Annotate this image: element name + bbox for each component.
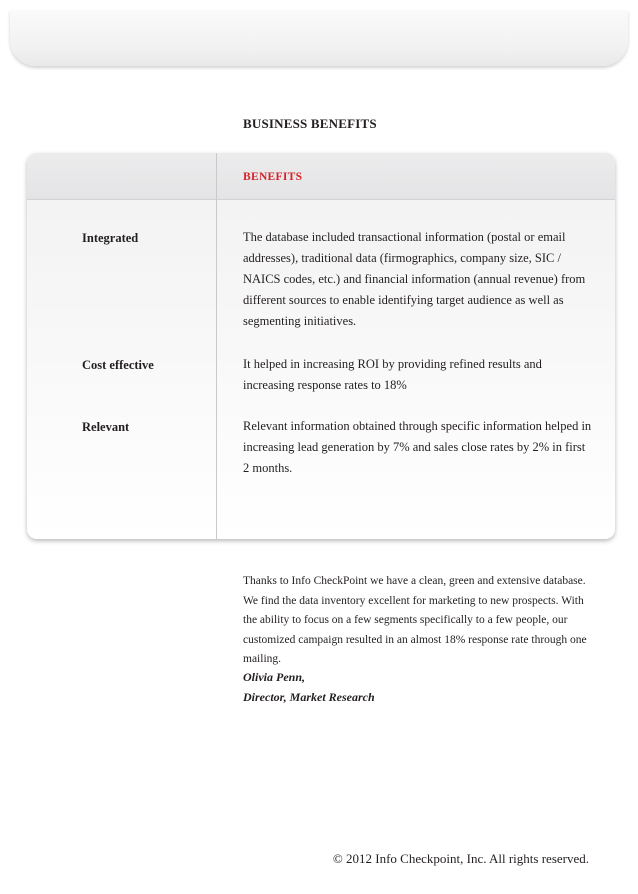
column-divider: [216, 153, 217, 539]
testimonial-author-name: Olivia Penn,: [243, 670, 305, 684]
row-name-relevant: Relevant: [82, 420, 130, 434]
testimonial-quote: Thanks to Info CheckPoint we have a clean, green and extensive database. We find the data inventory excellent for marketing to new prospects. With the ability to focus on a few segments specifically to a few people, our customized campaign resulted in an almost 18% response rate through one mailing.: [243, 575, 587, 665]
testimonial-author-title: Director, Market Research: [243, 690, 375, 704]
row-name-cost-effective: Cost effective: [82, 358, 154, 372]
row-text-relevant: Relevant information obtained through specific information helped in increasing lead generation by 7% and sales close rates by 2% in first 2 months.: [243, 419, 592, 475]
row-name-integrated: Integrated: [82, 231, 139, 245]
top-banner: [10, 10, 628, 66]
table-header-row: [27, 153, 615, 200]
benefits-table: [27, 153, 615, 539]
copyright-footer: © 2012 Info Checkpoint, Inc. All rights reserved.: [332, 851, 589, 866]
row-text-integrated: The database included transactional information (postal or email addresses), traditional data (firmographics, company size, SIC / NAICS codes, etc.) and financial information (annual revenue) from different sources to enable identifying target audience as well as segmenting initiatives.: [243, 230, 586, 328]
benefits-column-header: BENEFITS: [243, 171, 303, 183]
row-text-cost-effective: It helped in increasing ROI by providing refined results and increasing response rates to 18%: [243, 357, 542, 392]
section-title: BUSINESS BENEFITS: [243, 116, 377, 131]
